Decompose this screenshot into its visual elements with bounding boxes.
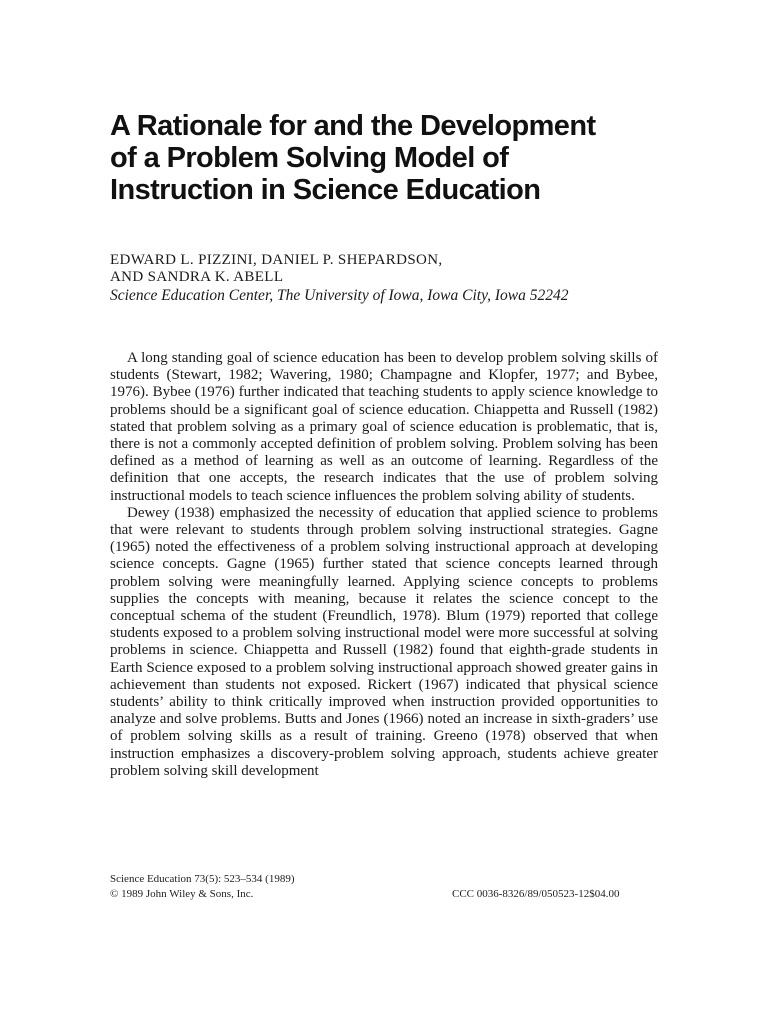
copyright-notice: © 1989 John Wiley & Sons, Inc.: [110, 888, 254, 900]
journal-citation: [110, 872, 295, 902]
paper-title: [110, 110, 690, 206]
title-line-3: Instruction in Science Education: [110, 174, 541, 206]
body-paragraph-2: Dewey (1938) emphasized the necessity of education that applied science to problems that were relevant to students through problem solving instructional strategies. Gagne (1965) noted the effectiveness of a problem solving instructional approach at developing science concepts. Gagne (1965) further stated that science concepts learned through problem solving were meaningfully learned. Applying science concepts to problems supplies the concepts with meaning, because it relates the science concept to the conceptual schema of the student (Freundlich, 1978). Blum (1979) reported that college students exposed to a problem solving instructional model were more successful at solving problems in science. Chiappetta and Russell (1982) found that eighth-grade students in Earth Science exposed to a problem solving instructional approach showed greater gains in achievement than students not exposed. Rickert (1967) indicated that physical science students’ ability to think critically improved when instruction provided opportunities to analyze and solve problems. Butts and Jones (1966) noted an increase in sixth-graders’ use of problem solving skills as a result of training. Greeno (1978) observed that when instruction emphasizes a discovery-problem solving approach, students achieve greater problem solving skill development: [110, 504, 658, 779]
title-line-1: A Rationale for and the Development: [110, 110, 596, 142]
author-affiliation: Science Education Center, The University of Iowa, Iowa City, Iowa 52242: [110, 287, 569, 304]
body-text: [110, 350, 658, 780]
author-list: [110, 252, 442, 286]
journal-reference: Science Education 73(5): 523–534 (1989): [110, 873, 295, 885]
body-paragraph-1: A long standing goal of science education has been to develop problem solving skills of students (Stewart, 1982; Wavering, 1980; Champagne and Klopfer, 1977; and Bybee, 1976). Bybee (1976) further indicated that teaching students to apply science knowledge to problems should be a significant goal of science education. Chiappetta and Russell (1982) stated that problem solving as a primary goal of science education is problematic, that is, there is not a commonly accepted definition of problem solving. Problem solving has been defined as a method of learning as well as an outcome of learning. Regardless of the definition that one accepts, the research indicates that the use of problem solving instructional models to teach science influences the problem solving ability of students.: [110, 350, 658, 504]
ccc-code: CCC 0036-8326/89/050523-12$04.00: [452, 888, 620, 900]
authors-line-1: EDWARD L. PIZZINI, DANIEL P. SHEPARDSON,: [110, 252, 443, 268]
authors-line-2: AND SANDRA K. ABELL: [110, 269, 284, 285]
title-line-2: of a Problem Solving Model of: [110, 142, 509, 174]
